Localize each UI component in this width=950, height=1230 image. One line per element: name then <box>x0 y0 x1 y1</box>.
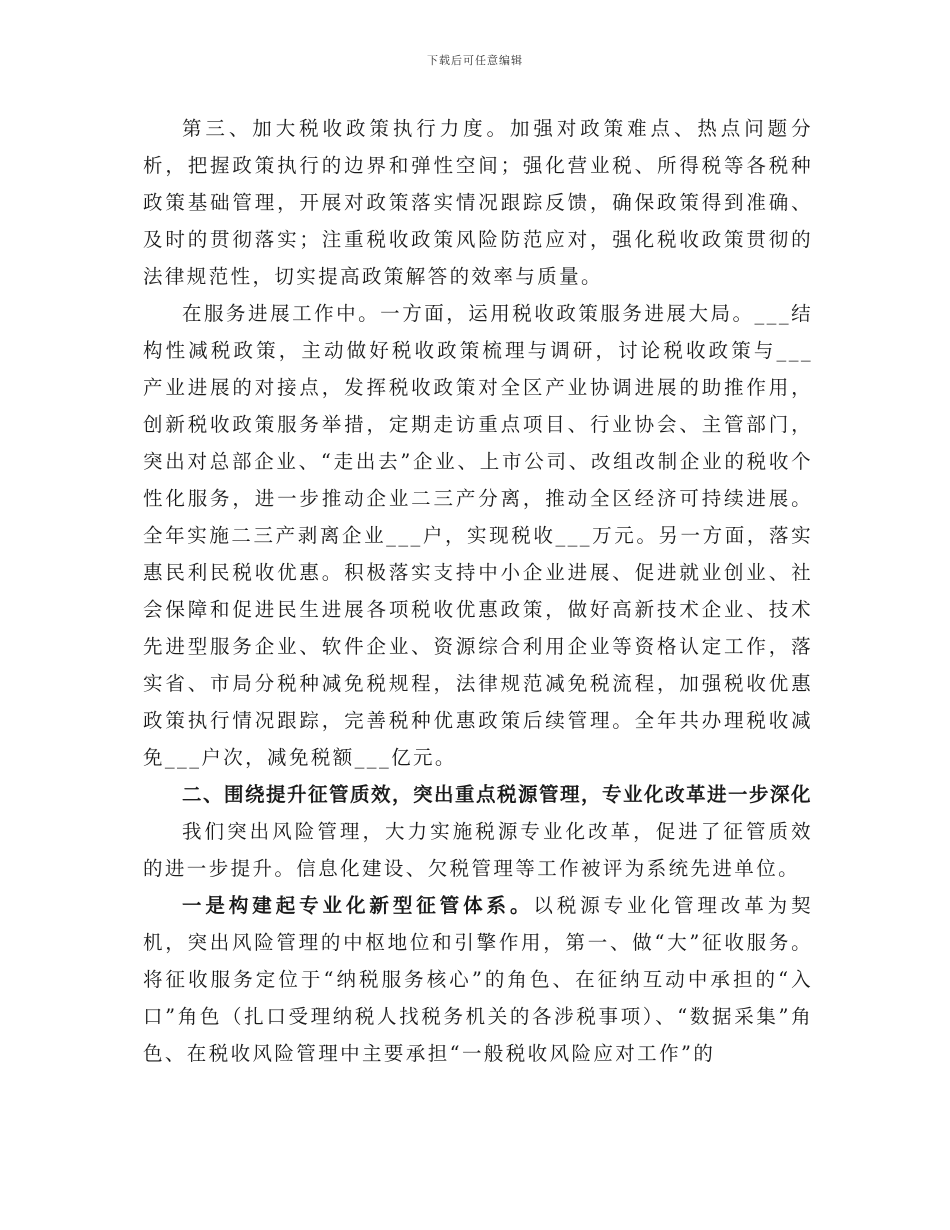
paragraph-policy-enforcement: 第三、加大税收政策执行力度。加强对政策难点、热点问题分析，把握政策执行的边界和弹性空间；强化营业税、所得税等各税种政策基础管理，开展对政策落实情况跟踪反馈，确保政策得到准确、及时的贯彻落实；注重税收政策风险防范应对，强化税收政策贯彻的法律规范性，切实提高政策解答的效率与质量。 <box>143 117 813 288</box>
paragraph-risk-management: 我们突出风险管理，大力实施税源专业化改革，促进了征管质效的进一步提升。信息化建设、欠税管理等工作被评为系统先进单位。 <box>143 820 813 880</box>
section-heading-2: 二、围绕提升征管质效，突出重点税源管理，专业化改革进一步深化 <box>182 783 813 806</box>
document-body <box>143 110 813 1072</box>
paragraph-new-system <box>143 887 813 1072</box>
page-header-note: 下载后可任意编辑 <box>427 54 523 67</box>
paragraph-service-development: 在服务进展工作中。一方面，运用税收政策服务进展大局。___结构性减税政策，主动做好税收政策梳理与调研，讨论税收政策与___产业进展的对接点，发挥税收政策对全区产业协调进展的助推作用，创新税收政策服务举措，定期走访重点项目、行业协会、主管部门，突出对总部企业、“走出去”企业、上市公司、改组改制企业的税收个性化服务，进一步推动企业二三产分离，推动全区经济可持续进展。全年实施二三产剥离企业___户，实现税收___万元。另一方面，落实惠民利民税收优惠。积极落实支持中小企业进展、促进就业创业、社会保障和促进民生进展各项税收优惠政策，做好高新技术企业、技术先进型服务企业、软件企业、资源综合利用企业等资格认定工作，落实省、市局分税种减免税规程，法律规范减免税流程，加强税收优惠政策执行情况跟踪，完善税种优惠政策后续管理。全年共办理税收减免___户次，减免税额___亿元。 <box>143 302 813 769</box>
paragraph-body-text: 以税源专业化管理改革为契机，突出风险管理的中枢地位和引擎作用，第一、做“大”征收服务。将征收服务定位于“纳税服务核心”的角色、在征纳互动中承担的“入口”角色（扎口受理纳税人找税务机关的各涉税事项）、“数据采集”角色、在税收风险管理中主要承担“一般税收风险应对工作”的 <box>143 894 813 1065</box>
paragraph-lead-bold: 一是构建起专业化新型征管体系。 <box>182 894 534 917</box>
